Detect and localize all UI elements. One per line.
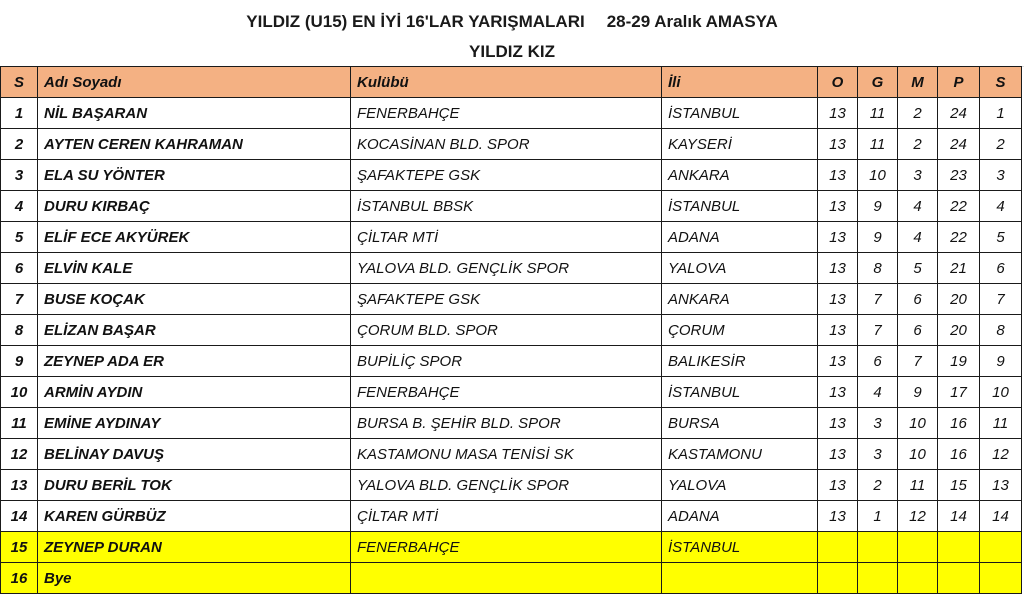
points-cell[interactable]: 20: [938, 315, 980, 346]
won-count-cell[interactable]: 10: [858, 160, 898, 191]
points-cell[interactable]: 16: [938, 408, 980, 439]
standings-table: [0, 66, 1022, 594]
title-date-place: 28-29 Aralık AMASYA: [606, 12, 778, 31]
club-name-cell[interactable]: FENERBAHÇE: [351, 98, 662, 129]
played-count-cell[interactable]: 13: [818, 160, 858, 191]
club-name-cell[interactable]: FENERBAHÇE: [351, 377, 662, 408]
city-name-cell[interactable]: KASTAMONU: [662, 439, 818, 470]
col-header-p[interactable]: P: [938, 67, 980, 98]
club-name-cell[interactable]: ÇORUM BLD. SPOR: [351, 315, 662, 346]
athlete-name-cell[interactable]: EMİNE AYDINAY: [38, 408, 351, 439]
rank-cell[interactable]: 8: [980, 315, 1022, 346]
rank-cell[interactable]: 11: [980, 408, 1022, 439]
points-cell[interactable]: 24: [938, 98, 980, 129]
won-count-cell[interactable]: 9: [858, 222, 898, 253]
points-cell[interactable]: 14: [938, 501, 980, 532]
table-row: [1, 222, 1022, 253]
points-cell[interactable]: 22: [938, 191, 980, 222]
city-name-cell[interactable]: YALOVA: [662, 253, 818, 284]
table-row: [1, 532, 1022, 563]
won-count-cell[interactable]: 7: [858, 284, 898, 315]
played-count-cell[interactable]: 13: [818, 284, 858, 315]
points-cell[interactable]: 17: [938, 377, 980, 408]
col-header-club[interactable]: Kulübü: [351, 67, 662, 98]
played-count-cell[interactable]: 13: [818, 439, 858, 470]
city-name-cell[interactable]: İSTANBUL: [662, 377, 818, 408]
club-name-cell[interactable]: KASTAMONU MASA TENİSİ SK: [351, 439, 662, 470]
row-number-cell[interactable]: 13: [1, 470, 38, 501]
page-subtitle: YILDIZ KIZ: [469, 42, 555, 61]
row-number-cell[interactable]: 15: [1, 532, 38, 563]
city-name-cell[interactable]: ADANA: [662, 222, 818, 253]
row-number-cell[interactable]: 16: [1, 563, 38, 594]
played-count-cell[interactable]: 13: [818, 408, 858, 439]
col-header-name[interactable]: Adı Soyadı: [38, 67, 351, 98]
col-header-o[interactable]: O: [818, 67, 858, 98]
points-cell[interactable]: 19: [938, 346, 980, 377]
lost-count-cell[interactable]: 4: [898, 191, 938, 222]
athlete-name-cell[interactable]: BELİNAY DAVUŞ: [38, 439, 351, 470]
row-number-cell[interactable]: 8: [1, 315, 38, 346]
row-number-cell[interactable]: 6: [1, 253, 38, 284]
athlete-name-cell[interactable]: AYTEN CEREN KAHRAMAN: [38, 129, 351, 160]
city-name-cell[interactable]: ANKARA: [662, 284, 818, 315]
athlete-name-cell[interactable]: ZEYNEP DURAN: [38, 532, 351, 563]
row-number-cell[interactable]: 2: [1, 129, 38, 160]
lost-count-cell[interactable]: 9: [898, 377, 938, 408]
rank-cell[interactable]: 5: [980, 222, 1022, 253]
col-header-g[interactable]: G: [858, 67, 898, 98]
club-name-cell[interactable]: İSTANBUL BBSK: [351, 191, 662, 222]
title-text: YILDIZ (U15) EN İYİ 16'LAR YARIŞMALARI: [246, 12, 585, 31]
rank-cell[interactable]: 12: [980, 439, 1022, 470]
table-row: [1, 284, 1022, 315]
lost-count-cell[interactable]: 12: [898, 501, 938, 532]
won-count-cell[interactable]: 7: [858, 315, 898, 346]
athlete-name-cell[interactable]: NİL BAŞARAN: [38, 98, 351, 129]
lost-count-cell[interactable]: [898, 532, 938, 563]
table-row: [1, 98, 1022, 129]
played-count-cell[interactable]: 13: [818, 501, 858, 532]
points-cell[interactable]: 20: [938, 284, 980, 315]
club-name-cell[interactable]: BUPİLİÇ SPOR: [351, 346, 662, 377]
table-row: [1, 160, 1022, 191]
won-count-cell[interactable]: 9: [858, 191, 898, 222]
lost-count-cell[interactable]: 2: [898, 129, 938, 160]
rank-cell[interactable]: 2: [980, 129, 1022, 160]
col-header-city[interactable]: İli: [662, 67, 818, 98]
lost-count-cell[interactable]: 5: [898, 253, 938, 284]
table-row: [1, 346, 1022, 377]
table-row: [1, 470, 1022, 501]
rank-cell[interactable]: 4: [980, 191, 1022, 222]
city-name-cell[interactable]: [662, 563, 818, 594]
city-name-cell[interactable]: BALIKESİR: [662, 346, 818, 377]
club-name-cell[interactable]: FENERBAHÇE: [351, 532, 662, 563]
rank-cell[interactable]: 10: [980, 377, 1022, 408]
athlete-name-cell[interactable]: ELVİN KALE: [38, 253, 351, 284]
rank-cell[interactable]: 9: [980, 346, 1022, 377]
athlete-name-cell[interactable]: KAREN GÜRBÜZ: [38, 501, 351, 532]
row-number-cell[interactable]: 4: [1, 191, 38, 222]
city-name-cell[interactable]: ÇORUM: [662, 315, 818, 346]
played-count-cell[interactable]: 13: [818, 222, 858, 253]
points-cell[interactable]: 21: [938, 253, 980, 284]
city-name-cell[interactable]: İSTANBUL: [662, 191, 818, 222]
table-row: [1, 501, 1022, 532]
city-name-cell[interactable]: KAYSERİ: [662, 129, 818, 160]
city-name-cell[interactable]: İSTANBUL: [662, 532, 818, 563]
club-name-cell[interactable]: ŞAFAKTEPE GSK: [351, 160, 662, 191]
rank-cell[interactable]: 7: [980, 284, 1022, 315]
athlete-name-cell[interactable]: ELA SU YÖNTER: [38, 160, 351, 191]
lost-count-cell[interactable]: 6: [898, 284, 938, 315]
played-count-cell[interactable]: 13: [818, 470, 858, 501]
rank-cell[interactable]: 1: [980, 98, 1022, 129]
city-name-cell[interactable]: ANKARA: [662, 160, 818, 191]
points-cell[interactable]: 15: [938, 470, 980, 501]
lost-count-cell[interactable]: 7: [898, 346, 938, 377]
athlete-name-cell[interactable]: ELİF ECE AKYÜREK: [38, 222, 351, 253]
page-title: [0, 8, 1024, 36]
col-header-rank[interactable]: S: [980, 67, 1022, 98]
rank-cell[interactable]: 6: [980, 253, 1022, 284]
played-count-cell[interactable]: [818, 532, 858, 563]
col-header-s[interactable]: S: [1, 67, 38, 98]
won-count-cell[interactable]: 3: [858, 408, 898, 439]
table-row: [1, 408, 1022, 439]
played-count-cell[interactable]: 13: [818, 129, 858, 160]
city-name-cell[interactable]: İSTANBUL: [662, 98, 818, 129]
table-row: [1, 253, 1022, 284]
row-number-cell[interactable]: 7: [1, 284, 38, 315]
athlete-name-cell[interactable]: ARMİN AYDIN: [38, 377, 351, 408]
played-count-cell[interactable]: 13: [818, 315, 858, 346]
athlete-name-cell[interactable]: DURU BERİL TOK: [38, 470, 351, 501]
club-name-cell[interactable]: ŞAFAKTEPE GSK: [351, 284, 662, 315]
table-row: [1, 191, 1022, 222]
played-count-cell[interactable]: 13: [818, 253, 858, 284]
played-count-cell[interactable]: 13: [818, 98, 858, 129]
lost-count-cell[interactable]: [898, 563, 938, 594]
club-name-cell[interactable]: YALOVA BLD. GENÇLİK SPOR: [351, 253, 662, 284]
table-row: [1, 439, 1022, 470]
won-count-cell[interactable]: [858, 563, 898, 594]
points-cell[interactable]: 24: [938, 129, 980, 160]
won-count-cell[interactable]: [858, 532, 898, 563]
club-name-cell[interactable]: KOCASİNAN BLD. SPOR: [351, 129, 662, 160]
lost-count-cell[interactable]: 10: [898, 408, 938, 439]
table-row: [1, 315, 1022, 346]
points-cell[interactable]: [938, 532, 980, 563]
row-number-cell[interactable]: 11: [1, 408, 38, 439]
rank-cell[interactable]: [980, 563, 1022, 594]
played-count-cell[interactable]: 13: [818, 377, 858, 408]
lost-count-cell[interactable]: 10: [898, 439, 938, 470]
won-count-cell[interactable]: 4: [858, 377, 898, 408]
row-number-cell[interactable]: 1: [1, 98, 38, 129]
lost-count-cell[interactable]: 11: [898, 470, 938, 501]
athlete-name-cell[interactable]: BUSE KOÇAK: [38, 284, 351, 315]
points-cell[interactable]: 16: [938, 439, 980, 470]
points-cell[interactable]: [938, 563, 980, 594]
col-header-m[interactable]: M: [898, 67, 938, 98]
lost-count-cell[interactable]: 2: [898, 98, 938, 129]
athlete-name-cell[interactable]: Bye: [38, 563, 351, 594]
table-row: [1, 563, 1022, 594]
city-name-cell[interactable]: YALOVA: [662, 470, 818, 501]
played-count-cell[interactable]: 13: [818, 346, 858, 377]
club-name-cell[interactable]: BURSA B. ŞEHİR BLD. SPOR: [351, 408, 662, 439]
club-name-cell[interactable]: ÇİLTAR MTİ: [351, 501, 662, 532]
club-name-cell[interactable]: [351, 563, 662, 594]
row-number-cell[interactable]: 12: [1, 439, 38, 470]
row-number-cell[interactable]: 5: [1, 222, 38, 253]
athlete-name-cell[interactable]: DURU KIRBAÇ: [38, 191, 351, 222]
won-count-cell[interactable]: 1: [858, 501, 898, 532]
row-number-cell[interactable]: 3: [1, 160, 38, 191]
club-name-cell[interactable]: ÇİLTAR MTİ: [351, 222, 662, 253]
won-count-cell[interactable]: 11: [858, 98, 898, 129]
row-number-cell[interactable]: 9: [1, 346, 38, 377]
lost-count-cell[interactable]: 6: [898, 315, 938, 346]
won-count-cell[interactable]: 8: [858, 253, 898, 284]
row-number-cell[interactable]: 14: [1, 501, 38, 532]
rank-cell[interactable]: 13: [980, 470, 1022, 501]
won-count-cell[interactable]: 11: [858, 129, 898, 160]
header-row: [1, 67, 1022, 98]
won-count-cell[interactable]: 3: [858, 439, 898, 470]
city-name-cell[interactable]: ADANA: [662, 501, 818, 532]
played-count-cell[interactable]: [818, 563, 858, 594]
rank-cell[interactable]: 3: [980, 160, 1022, 191]
played-count-cell[interactable]: 13: [818, 191, 858, 222]
lost-count-cell[interactable]: 3: [898, 160, 938, 191]
athlete-name-cell[interactable]: ZEYNEP ADA ER: [38, 346, 351, 377]
row-number-cell[interactable]: 10: [1, 377, 38, 408]
athlete-name-cell[interactable]: ELİZAN BAŞAR: [38, 315, 351, 346]
table-row: [1, 377, 1022, 408]
points-cell[interactable]: 23: [938, 160, 980, 191]
city-name-cell[interactable]: BURSA: [662, 408, 818, 439]
won-count-cell[interactable]: 6: [858, 346, 898, 377]
lost-count-cell[interactable]: 4: [898, 222, 938, 253]
club-name-cell[interactable]: YALOVA BLD. GENÇLİK SPOR: [351, 470, 662, 501]
rank-cell[interactable]: 14: [980, 501, 1022, 532]
won-count-cell[interactable]: 2: [858, 470, 898, 501]
points-cell[interactable]: 22: [938, 222, 980, 253]
table-row: [1, 129, 1022, 160]
rank-cell[interactable]: [980, 532, 1022, 563]
